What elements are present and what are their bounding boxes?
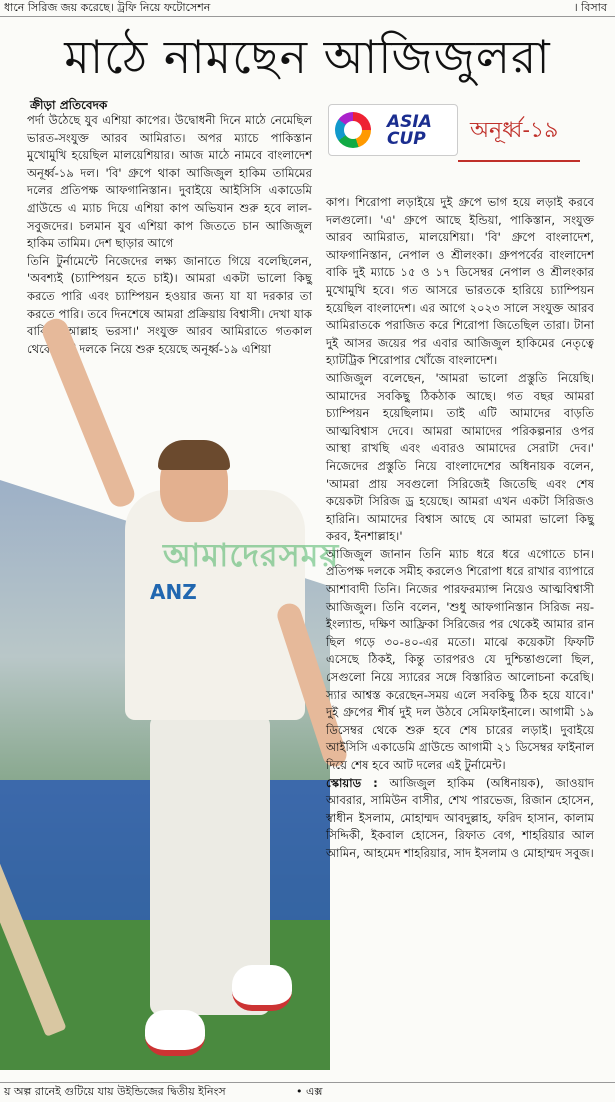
section-tag: অনূর্ধ্ব-১৯ — [470, 118, 559, 143]
player-torso — [125, 490, 305, 720]
article-column-1 — [27, 112, 312, 358]
squad-paragraph — [326, 775, 594, 863]
footer-credit: • এক্স — [296, 1085, 323, 1098]
logo-line-2: CUP — [387, 129, 426, 149]
asia-cup-logo — [328, 104, 458, 156]
watermark: আমাদেরসময় — [163, 536, 340, 574]
article-column-2 — [326, 194, 594, 863]
asia-cup-emblem-icon — [335, 112, 371, 148]
top-strip — [0, 0, 615, 17]
top-strip-right: । বিসাব — [573, 1, 607, 14]
logo-line-1: ASIA — [387, 112, 432, 132]
section-rule — [458, 160, 580, 162]
headline: মাঠে নামছেন আজিজুলরা — [64, 30, 551, 84]
paragraph: আজিজুল বলেছেন, 'আমরা ভালো প্রস্তুতি নিয়েছি। আমাদের সবকিছু ঠিকঠাক আছে। গত বছর আমরা চ্যাম্পিয়ন হয়েছিলাম। তাই এটি আমাদের বাড়তি আত্মবিশ্বাস দেবে। আমরা আমাদের পরিকল্পনার ওপর আস্থা রাখছি এবং এবারও আমাদের সেরাটা দেব।' নিজেদের প্রস্তুতি নিয়ে বাংলাদেশের অধিনায়ক বলেন, 'আমরা প্রায় সবগুলো সিরিজেই জিতেছি এবং শেষ কয়েকটা সিরিজ ড্র হয়েছে। আমরা এখন একটা সিরিজও হারিনি। আমাদের বিশ্বাস আছে যে আমরা ভালো কিছু করব, ইনশাল্লাহ।' — [326, 370, 594, 544]
jersey-sponsor-text: ANZ — [150, 580, 197, 604]
footer-strip — [0, 1082, 615, 1102]
paragraph: তিনি টুর্নামেন্টে নিজেদের লক্ষ্য জানাতে গিয়ে বলেছিলেন, 'অবশ্যই (চ্যাম্পিয়ন হতে চাই)। আমরা একটা ভালো কিছু করতে পারি এবং চ্যাম্পিয়ন হওয়ার জন্য যা যা দরকার তা করতে পারি। তবে দিনশেষে আমরা প্রক্রিয়ায় বিশ্বাসী। দেখা যাক বাকিটা আল্লাহ ভরসা।' সংযুক্ত আরব আমিরাতে গতকাল থেকে আট দলকে নিয়ে শুরু হয়েছে অনূর্ধ্ব-১৯ এশিয়া — [27, 253, 312, 356]
paragraph: কাপ। শিরোপা লড়াইয়ে দুই গ্রুপে ভাগ হয়ে লড়াই করবে দলগুলো। 'এ' গ্রুপে আছে ইন্ডিয়া, পাকিস্তান, সংযুক্ত আরব আমিরাত, মালয়েশিয়া। 'বি' গ্রুপে বাংলাদেশ, আফগানিস্তান, নেপাল ও শ্রীলংকা। গ্রুপপর্বের বাংলাদেশ বাকি দুই ম্যাচে ১৫ ও ১৭ ডিসেম্বর নেপাল ও শ্রীলংকার মুখোমুখি হবে। গত আসরে ভারতকে হারিয়ে চ্যাম্পিয়ন হয়েছিল বাংলাদেশ। এর আগে ২০২৩ সালে সংযুক্ত আরব আমিরাতকে পরাজিত করে শিরোপা জিতেছিল তারা। টানা দুই আসর জয়ের পর এবার আজিজুল হাকিমের নেতৃত্বে হ্যাটট্রিক শিরোপার খোঁজে বাংলাদেশ। — [326, 195, 594, 368]
top-strip-left: ধানে সিরিজ জয় করেছে। ট্রফি নিয়ে ফটোসেশন — [4, 1, 211, 14]
player-shoe — [232, 965, 292, 1011]
player-shoe — [145, 1010, 205, 1056]
paragraph: আজিজুল জানান তিনি ম্যাচ ধরে ধরে এগোতে চান। প্রতিপক্ষ দলকে সমীহ করলেও শিরোপা ধরে রাখার ব্যাপারে আশাবাদী তিনি। নিজের পারফরম্যান্স নিয়েও আত্মবিশ্বাসী আজিজুল। তিনি বলেন, 'শুধু আফগানিস্তান সিরিজ নয়-ইংল্যান্ড, দক্ষিণ আফ্রিকা সিরিজের পর থেকেই আমার রান ছিল গড়ে ৩০-৪০-এর মতো। মাঝে কয়েকটা ফিফটি এসেছে ঠিকই, কিন্তু তারপরও যে দুশ্চিন্তাগুলো ছিল, সেগুলো নিয়ে স্যারের সঙ্গে বিস্তারিত আলোচনা করেছি। স্যার আশ্বস্ত করেছেন-সময় এলে সবকিছু ঠিক হয়ে যাবে।' দুই গ্রুপের শীর্ষ দুই দল উঠবে সেমিফাইনালে। আগামী ১৯ ডিসেম্বর থেকে শুরু হবে শেষ চারের লড়াই। দুবাইয়ে আইসিসি একাডেমি গ্রাউন্ডে আগামী ২১ ডিসেম্বর ফাইনাল দিয়ে শেষ হবে আট দলের এই টুর্নামেন্ট। — [326, 546, 594, 772]
byline: ক্রীড়া প্রতিবেদক — [30, 98, 108, 112]
squad-text: আজিজুল হাকিম (অধিনায়ক), জাওয়াদ আবরার, সামিউন বাসীর, শেখ পারভেজ, রিজান হোসেন, স্বাধীন ইসলাম, মোহাম্মদ আবদুল্লাহ, ফরিদ হাসান, কালাম সিদ্দিকী, ইকবাল হোসেন, রিফাত বেগ, শাহরিয়ার আল আমিন, আহমেদ শাহরিয়ার, সাদ ইসলাম ও মোহাম্মদ সবুজ। — [326, 775, 594, 860]
footer-caption: য় অল্প রানেই গুটিয়ে যায় উইন্ডিজের দ্বিতীয় ইনিংস — [4, 1085, 226, 1098]
player-hair — [158, 440, 230, 470]
squad-label: স্কোয়াড : — [326, 775, 378, 790]
paragraph: পর্দা উঠেছে যুব এশিয়া কাপের। উদ্বোধনী দিনে মাঠে নেমেছিল ভারত-সংযুক্ত আরব আমিরাত। অপর ম্যাচে পাকিস্তান মুখোমুখি হয়েছিল মালয়েশিয়ার। আজ মাঠে নামবে বাংলাদেশ অনূর্ধ্ব-১৯ দল। 'বি' গ্রুপে থাকা আজিজুল হাকিম তামিমের দলের প্রতিপক্ষ আফগানিস্তান। দুবাইয়ে আইসিসি একাডেমি গ্রাউন্ডে এ ম্যাচ দিয়ে এশিয়া কাপ অভিযান শুরু হবে লাল-সবুজদের। চলমান যুব এশিয়া কাপ জিততে চান আজিজুল হাকিম তামিম। দেশ ছাড়ার আগে — [27, 113, 312, 251]
